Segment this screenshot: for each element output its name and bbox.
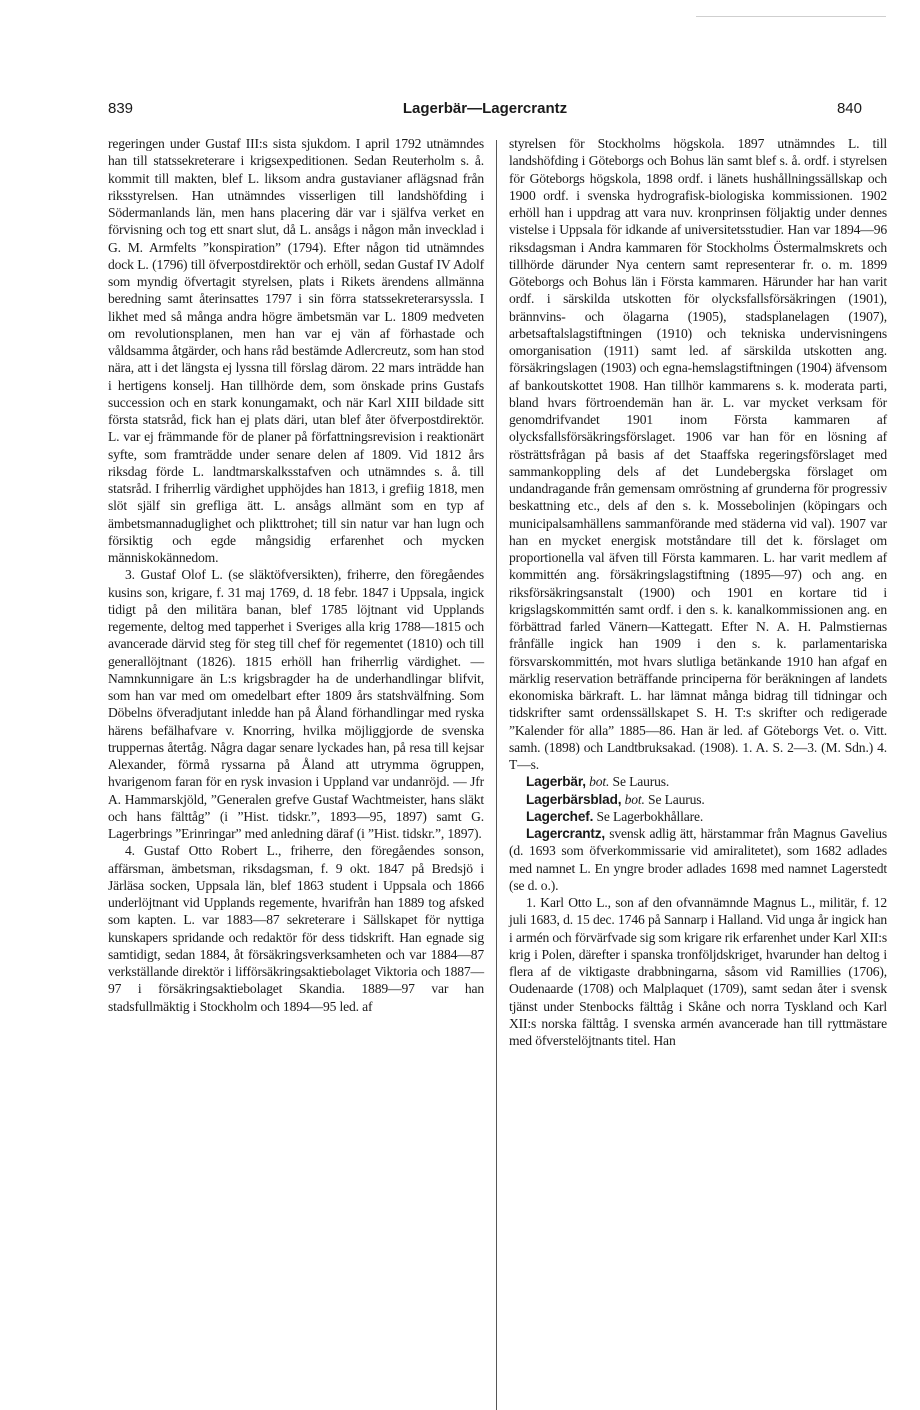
page-header <box>108 100 862 124</box>
entry-lagercrantz <box>509 825 887 894</box>
column-divider <box>496 140 497 1410</box>
page-number-right: 840 <box>836 100 862 117</box>
entry-headword: Lagercrantz, <box>526 826 606 841</box>
page-number-left: 839 <box>108 100 134 117</box>
right-column <box>509 135 887 1049</box>
entry-headword: Lagerbär, <box>526 774 586 790</box>
entry-text: svensk adlig ätt, härstammar från Magnus Gavelius (d. 1693 som öfverkommissarie vid amiralitetet), som 1682 adlades med namnet L. En yngre broder adlades 1698 med namnet Lagerstedt (se d. o.). <box>509 826 887 893</box>
paragraph: 1. Karl Otto L., son af den ofvannämnde Magnus L., militär, f. 12 juli 1683, d. 15 dec. 1746 på Sannarp i Halland. Vid unga år ingick han i armén och förvärfvade sig som krigare rik erfarenhet under Karl XII:s krig i Polen, därefter i spanska tronföljdskriget, hvarunder han deltog i flera af de viktigaste drabbningarna, såsom vid Ramillies (1706), Oudenaarde (1708) och Malplaquet (1709), samt sedan åter i svensk tjänst under Stenbocks fälttåg i Skåne och norra Tyskland och Karl XII:s norska fälttåg. I svenska armén avancerade han till ryttmästare med öfverstelöjtnants titel. Han <box>509 895 887 1048</box>
paragraph: 3. Gustaf Olof L. (se släktöfversikten), friherre, den föregåendes kusins son, krigare, f. 31 maj 1769, d. 18 febr. 1847 i Uppsala, ingick tidigt på den militära banan, blef 1785 löjtnant vid Upplands regemente, deltog med tapperhet i Sveriges alla krig 1788—1815 och avancerade därvid steg för steg till chef för regementet (1810) och till generallöjtnant (1826). 1815 erhöll han friherrlig värdighet. — Namnkunnigare än L:s krigsbragder ha de underhandlingar blifvit, som han var med om omedelbart efter 1809 års statshvälfning. Som Döbelns öfveradjutant inledde han på Åland förhandlingar med ryska härens befälhafvare v. Knorring, hvilka möjliggjorde de svenska truppernas återtåg. Några dagar senare lyckades han, på resa till kejsar Alexander, förmå ryssarna på Åland att utrymma ögruppen, hvarigenom faran för en rysk invasion i Uppland var undanröjd. — Jfr A. Hammarskjöld, ”Generalen grefve Gustaf Wachtmeister, hans släkt och hans fälttåg” (i ”Hist. tidskr.”, 1893—95, 1897) samt G. Lagerbrings ”Erinringar” med anledning däraf (i ”Hist. tidskr.”, 1897). <box>108 567 484 841</box>
left-column <box>108 135 484 1015</box>
entry-text: Se Laurus. <box>648 791 705 807</box>
running-title: Lagerbär—Lagercrantz <box>402 100 568 117</box>
entry-text: Se Laurus. <box>612 774 670 790</box>
entry-headword: Lagerchef. <box>526 808 594 824</box>
entry-pos: bot. <box>589 774 610 790</box>
entry-text: Se Lagerbokhållare. <box>596 808 704 824</box>
entry-lagerbar <box>509 773 887 790</box>
entry-lagerchef <box>509 808 887 825</box>
paragraph: 4. Gustaf Otto Robert L., friherre, den föregåendes sonson, affärsman, ämbetsman, riksdagsman, f. 9 okt. 1847 på Bredsjö i Järläsa socken, Uppsala län, blef 1863 student i Uppsala och 1866 underlöjtnant vid Upplands regemente, hvarifrån han 1889 tog afsked som kapten. L. var 1883—87 sekreterare i Sällskapet för nyttiga kunskapers spridande och redaktör för dess tidskrift. Han egnade sig samtidigt, sedan 1884, åt försäkringsverksamheten och var 1884—87 verkställande direktör i lifförsäkringsaktiebolaget Viktoria och 1887—97 i försäkringsaktiebolaget Skandia. 1889—97 var han stadsfullmäktig i Stockholm och 1894—95 led. af <box>108 843 484 1014</box>
entry-pos: bot. <box>624 791 645 807</box>
paragraph: regeringen under Gustaf III:s sista sjukdom. I april 1792 utnämndes han till statssekreterare i krigsexpeditionen. Sedan Reuterholm s. å. kommit till makten, blef L. liksom andra gustavianer aflägsnad från riksstyrelsen. Han utnämndes visserligen till landshöfding i Södermanlands län, men hans placering där var i själfva verket en förvisning och tog ett snart slut, då L. ansågs i någon mån invecklad i G. M. Armfelts ”konspiration” (1794). Efter någon tid utnämndes dock L. (1796) till öfverpostdirektör och erhöll, sedan Gustaf IV Adolf som myndig öfvertagit styrelsen, plats i Rikets ärendens allmänna beredning samt återinsattes 1797 i sin förra statssekreterarsyssla. I likhet med så många andra högre ämbetsmän var L. 1809 medveten om revolutionsplanen, men han var ej vän af förhastade och våldsamma åtgärder, och hans råd bestämde Adlercreutz, som han stod nära, att i det längsta ej lyssna till förslag därom. 22 mars inträdde han i hertigens konselj. Han tillhörde dem, som önskade prins Gustafs succession och en stark konungamakt, och när Karl XIII bildade sitt första statsråd, fick han ej plats däri, utan blef åter öfverpostdirektör. L. var ej främmande för de planer på författningsrevision i reaktionärt syfte, som framträdde under senare delen af 1809. Vid 1812 års riksdag förde L. landtmarskalksstafven och utnämndes s. å. till statsråd. I friherrlig värdighet upphöjdes han 1813, i grefiig 1818, men slöt själf sin grefliga ätt. L. ansågs allmänt som en typ af ämbetsmannaduglighet och plikttrohet; till sin natur var han lugn och försiktig och egde mångsidig erfarenhet och mycken människokännedom. <box>108 136 484 565</box>
paragraph: styrelsen för Stockholms högskola. 1897 utnämndes L. till landshöfding i Göteborgs och Bohus län samt blef s. å. ordf. i styrelsen för Göteborgs högskola, 1898 ordf. i länets hushållningssällskap och 1900 ordf. i svenska hydrografisk-biologiska kommissionen. 1902 erhöll han i uppdrag att vara nuv. kronprinsen följaktig under dennes vistelse i Uppsala för idkande af universitetsstudier. Han var 1894—96 riksdagsman i Andra kammaren för Stockholms Östermalmskrets och tillhörde därunder Nya centern samt representerar fr. o. m. 1899 Göteborgs och Bohus län i Första kammaren. Härunder har han varit ordf. i särskilda utskotten för olycksfallsförsäkringen (1901), brännvins- och ölagarna (1905), stadsplanelagen (1907), arbetsaftalslagstiftningen (1910) och tekniska undervisningens omorganisation (1911) samt led. af särskilda utskotten ang. försäkringslagen (1903) och egna-hemslagstiftningen (1904) äfvensom af bankoutskottet 1908. Han tillhör kammarens s. k. moderata parti, bland hvars förtroendemän han är. L. var mycket verksam för genomdrifvandet 1901 inom Första kammaren af olycksfallsförsäkringsförslaget. 1906 var han för en lösning af rösträttsfrågan på basis af det Staaffska regeringsförslaget med sammankoppling dels af det Lundebergska förslaget om undandragande från gemensam omröstning af grunderna för progressiv beskattning etc., dels af den s. k. Mossebolinjen (köpingars och municipalsamhällens sammanförande med städerna vid val). 1907 var han en mycket energisk motståndare till det k. förslaget om proportionella val äfven till Första kammaren. L. har varit medlem af kommittén ang. försäkringslagstiftning (1895—97) och ang. en riksförsäkringsanstalt (1900) och 1901 en kortare tid i krigslagskommittén samt ordf. i den s. k. kanalkommissionen ang. en förbättrad farled Vänern—Kattegatt. Efter N. A. H. Palmstiernas frånfälle ingick han 1909 i den s. k. parlamentariska försvarskommittén, mot hvars slutliga betänkande 1910 han afgaf en märklig reservation beträffande principerna för beräkningen af landets ekonomiska bärkraft. L. har lämnat många bidrag till tidningar och tidskrifter samt ordenssällskapet S. H. T:s skrifter och redigerade ”Kalender för alla” 1885—86. Han är led. af Göteborgs Vet. o. Vitt. samh. (1898) och Landtbruksakad. (1908). 1. A. S. 2—3. (M. Sdn.) 4. T—s. <box>509 136 887 772</box>
entry-lagerbarsblad <box>509 791 887 808</box>
entry-headword: Lagerbärsblad, <box>526 791 622 807</box>
scan-artifact-line <box>696 16 886 17</box>
